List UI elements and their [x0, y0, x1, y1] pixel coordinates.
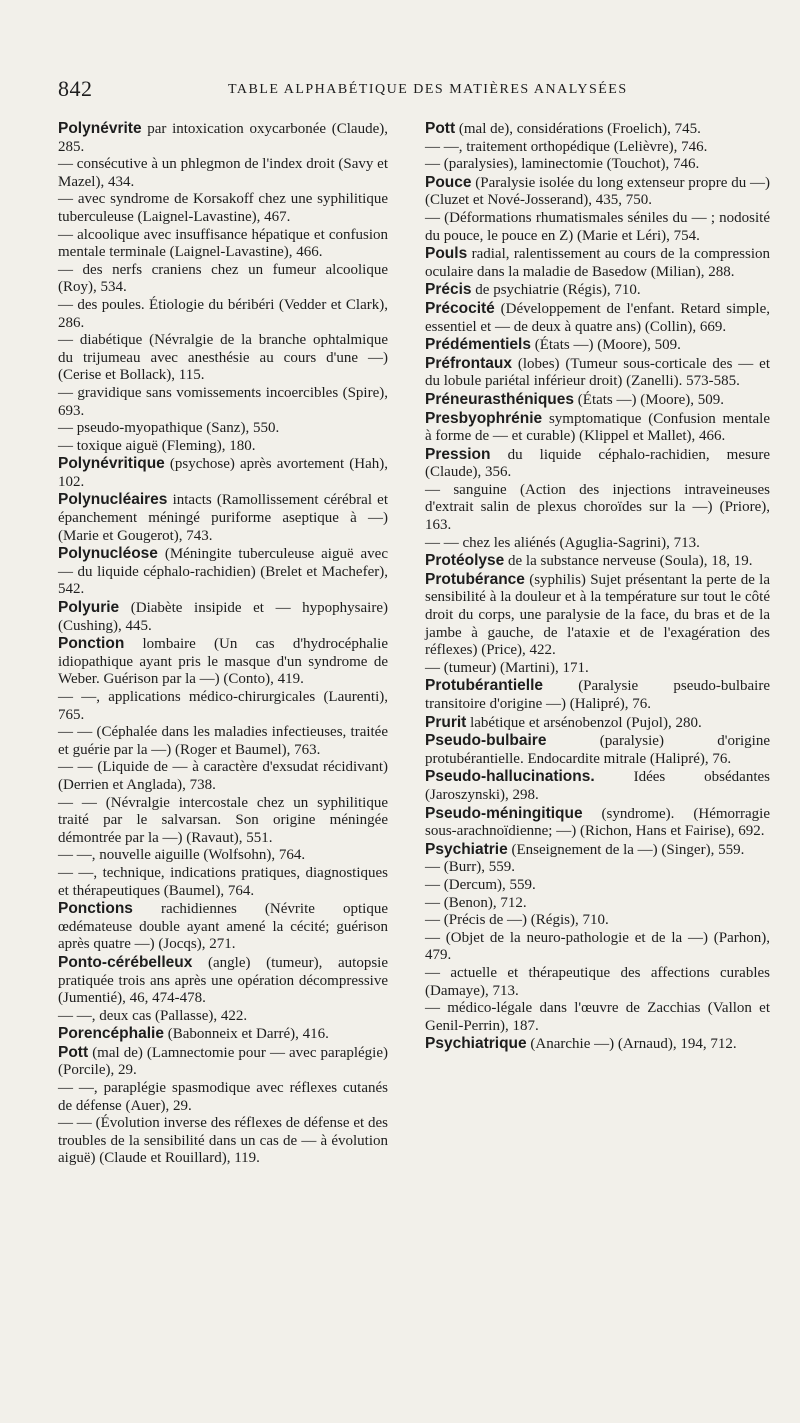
- entry-text: (États —) (Moore), 509.: [574, 391, 724, 408]
- index-entry: [58, 724, 388, 759]
- entry-headword: Polynucléose: [58, 545, 158, 563]
- entry-text: — —, applications médico-chirurgicales (Laurenti), 765.: [58, 689, 388, 723]
- entry-text: — —, paraplégie spasmodique avec réflexes cutanés de défense (Auer), 29.: [58, 1080, 388, 1114]
- entry-text: — —, deux cas (Pallasse), 422.: [58, 1007, 248, 1024]
- entry-text: labétique et arsénobenzol (Pujol), 280.: [466, 714, 702, 731]
- entry-text: (Paralysie isolée du long extenseur propre du —) (Cluzet et Nové-Josserand), 435, 750.: [425, 174, 770, 209]
- entry-text: — — chez les aliénés (Aguglia-Sagrini), 713.: [425, 534, 700, 551]
- entry-headword: Précocité: [425, 299, 495, 317]
- right-column: [425, 120, 770, 1054]
- entry-headword: Psychiatrique: [425, 1035, 527, 1053]
- entry-headword: Pouce: [425, 173, 472, 191]
- index-entry: [58, 262, 388, 297]
- entry-text: par intoxication oxycarbonée (Claude), 285.: [58, 121, 388, 155]
- page-header: [58, 76, 770, 106]
- entry-text: — (paralysies), laminectomie (Touchot), 746.: [425, 156, 700, 173]
- index-entry: [425, 245, 770, 281]
- index-entry: [425, 300, 770, 336]
- entry-headword: Préfrontaux: [425, 354, 512, 372]
- index-entry: [58, 1044, 388, 1080]
- index-entry: [58, 420, 388, 438]
- index-entry: [425, 156, 770, 174]
- index-entry: [58, 795, 388, 848]
- entry-text: — (Objet de la neuro-pathologie et de la —) (Parhon), 479.: [425, 929, 770, 964]
- index-entry: [425, 120, 770, 139]
- entry-text: — (tumeur) (Martini), 171.: [425, 659, 589, 676]
- index-entry: [58, 156, 388, 191]
- index-entry: [425, 281, 770, 300]
- entry-text: — des nerfs craniens chez un fumeur alcoolique (Roy), 534.: [58, 261, 388, 296]
- left-column: [58, 120, 388, 1168]
- index-entry: [425, 535, 770, 553]
- index-entry: [425, 895, 770, 913]
- index-entry: [58, 297, 388, 332]
- index-entry: [425, 965, 770, 1000]
- index-entry: [425, 139, 770, 157]
- entry-headword: Pseudo-méningitique: [425, 804, 583, 822]
- entry-text: (mal de), considérations (Froelich), 745.: [455, 121, 701, 137]
- index-entry: [425, 482, 770, 535]
- entry-text: — — (Évolution inverse des réflexes de défense et des troubles de la sensibilité dans un cas de — à évolution aiguë) (Claude et Rouillard), 119.: [58, 1115, 388, 1167]
- index-entry: [58, 191, 388, 226]
- index-entry: [58, 1025, 388, 1044]
- entry-headword: Ponction: [58, 635, 125, 653]
- index-entry: [425, 336, 770, 355]
- entry-headword: Protubérance: [425, 570, 525, 588]
- index-entry: [58, 1115, 388, 1168]
- index-entry: [58, 847, 388, 865]
- entry-headword: Ponctions: [58, 900, 133, 918]
- entry-text: (paralysie) d'origine protubérantielle. Endocardite mitrale (Halipré), 76.: [425, 733, 770, 767]
- index-entry: [58, 385, 388, 420]
- index-entry: [425, 930, 770, 965]
- entry-headword: Précis: [425, 281, 472, 299]
- entry-text: (Enseignement de la —) (Singer), 559.: [507, 841, 745, 858]
- index-entry: [58, 865, 388, 900]
- entry-text: intacts (Ramollissement cérébral et épanchement méningé puriforme aseptique à —) (Marie et Gougerot), 743.: [58, 492, 388, 544]
- entry-text: — actuelle et thérapeutique des affections curables (Damaye), 713.: [425, 964, 770, 999]
- index-entry: [58, 635, 388, 689]
- entry-text: (Diabète insipide et — hypophysaire) (Cushing), 445.: [58, 600, 388, 634]
- index-entry: [425, 859, 770, 877]
- entry-text: — (Burr), 559.: [425, 859, 515, 876]
- index-entry: [425, 210, 770, 245]
- entry-headword: Presbyophrénie: [425, 409, 543, 427]
- index-entry: [425, 841, 770, 860]
- page-number: 842: [58, 76, 93, 101]
- entry-text: de la substance nerveuse (Soula), 18, 19.: [504, 553, 753, 570]
- entry-headword: Prédémentiels: [425, 336, 531, 354]
- entry-text: (Babonneix et Darré), 416.: [163, 1026, 329, 1043]
- index-entry: [425, 660, 770, 678]
- entry-text: (Anarchie —) (Arnaud), 194, 712.: [526, 1036, 737, 1053]
- entry-headword: Polynucléaires: [58, 491, 168, 509]
- entry-text: — alcoolique avec insuffisance hépatique et confusion mentale terminale (Laignel-Lavastine), 466.: [58, 226, 388, 261]
- index-entry: [425, 446, 770, 482]
- entry-text: (Développement de l'enfant. Retard simple, essentiel et — de deux à quatre ans) (Collin), 669.: [425, 300, 770, 335]
- index-entry: [425, 1000, 770, 1035]
- entry-headword: Protubérantielle: [425, 677, 543, 695]
- index-entry: [425, 1035, 770, 1054]
- entry-headword: Polyurie: [58, 599, 120, 617]
- index-entry: [425, 877, 770, 895]
- entry-headword: Polynévrite: [58, 120, 142, 137]
- index-entry: [425, 768, 770, 804]
- index-entry: [58, 438, 388, 456]
- entry-text: — — (Névralgie intercostale chez un syphilitique traité par le salvarsan. Son origine méningée démontrée par la —) (Ravaut), 551.: [58, 794, 388, 846]
- entry-headword: Protéolyse: [425, 552, 505, 570]
- index-entry: [425, 912, 770, 930]
- entry-text: (Paralysie pseudo-bulbaire transitoire d'origine —) (Halipré), 76.: [425, 678, 770, 712]
- entry-headword: Pseudo-hallucinations.: [425, 768, 595, 786]
- entry-text: (lobes) (Tumeur sous-corticale des — et du lobule pariétal inférieur droit) (Zanelli). 573-585.: [425, 355, 770, 390]
- entry-text: rachidiennes (Névrite optique œdémateuse double ayant amené la cécité; guérison après quatre —) (Jocqs), 271.: [58, 901, 388, 953]
- entry-text: — toxique aiguë (Fleming), 180.: [58, 437, 256, 454]
- entry-text: radial, ralentissement au cours de la compression oculaire dans la maladie de Basedow (Milian), 288.: [425, 246, 770, 280]
- entry-text: du liquide céphalo-rachidien, mesure (Claude), 356.: [425, 446, 770, 481]
- entry-text: — des poules. Étiologie du béribéri (Vedder et Clark), 286.: [58, 296, 388, 331]
- entry-headword: Ponto-cérébelleux: [58, 953, 193, 971]
- entry-text: (syphilis) Sujet présentant la perte de la sensibilité à la douleur et à la température sur tout le côté droit du corps, une paralysie de la face, du bras et de la jambe à gauche, de l'ataxie et de l'exagération des réflexes) (Price), 422.: [425, 571, 770, 659]
- entry-text: — (Déformations rhumatismales séniles du — ; nodosité du pouce, le pouce en Z) (Marie et Léri), 754.: [425, 209, 770, 244]
- entry-headword: Psychiatrie: [425, 840, 508, 858]
- index-entry: [425, 174, 770, 210]
- entry-headword: Porencéphalie: [58, 1025, 164, 1043]
- index-entry: [58, 332, 388, 385]
- index-entry: [425, 805, 770, 841]
- entry-text: — pseudo-myopathique (Sanz), 550.: [58, 420, 280, 437]
- entry-headword: Pott: [58, 1043, 89, 1061]
- entry-text: — — (Céphalée dans les maladies infectieuses, traitée et guérie par la —) (Roger et Baumel), 763.: [58, 724, 388, 758]
- entry-headword: Polynévritique: [58, 455, 165, 473]
- index-entry: [58, 120, 388, 156]
- index-entry: [425, 571, 770, 660]
- index-entry: [58, 1008, 388, 1026]
- index-entry: [58, 227, 388, 262]
- entry-text: — avec syndrome de Korsakoff chez une syphilitique tuberculeuse (Laignel-Lavastine), 467.: [58, 191, 388, 225]
- index-entry: [425, 714, 770, 733]
- index-entry: [58, 491, 388, 545]
- entry-text: — — (Liquide de — à caractère d'exsudat récidivant) (Derrien et Anglada), 738.: [58, 759, 388, 793]
- entry-text: (Méningite tuberculeuse aiguë avec — du liquide céphalo-rachidien) (Brelet et Machefer), 542.: [58, 546, 388, 598]
- entry-text: (syndrome). (Hémorragie sous-arachnoïdienne; —) (Richon, Hans et Fairise), 692.: [425, 805, 770, 840]
- entry-text: (mal de) (Lamnectomie pour — avec paraplégie) (Porcile), 29.: [58, 1044, 388, 1079]
- entry-text: — —, traitement orthopédique (Lelièvre), 746.: [425, 138, 708, 155]
- entry-text: — consécutive à un phlegmon de l'index droit (Savy et Mazel), 434.: [58, 156, 388, 190]
- index-entry: [425, 677, 770, 713]
- entry-headword: Pression: [425, 445, 491, 463]
- index-entry: [425, 732, 770, 768]
- entry-text: — sanguine (Action des injections intraveineuses d'extrait salin de plexus choroïdes sur la —) (Priore), 163.: [425, 481, 770, 534]
- index-entry: [58, 759, 388, 794]
- entry-text: — gravidique sans vomissements incoercibles (Spire), 693.: [58, 384, 388, 419]
- entry-text: symptomatique (Confusion mentale à forme de — et curable) (Klippel et Mallet), 466.: [425, 410, 770, 445]
- index-entry: [425, 552, 770, 571]
- entry-text: — diabétique (Névralgie de la branche ophtalmique du trijumeau avec anesthésie au cours d'une —) (Cerise et Bollack), 115.: [58, 332, 388, 384]
- index-entry: [58, 545, 388, 599]
- running-title: TABLE ALPHABÉTIQUE DES MATIÈRES ANALYSÉES: [228, 82, 628, 97]
- entry-text: de psychiatrie (Régis), 710.: [471, 282, 641, 299]
- index-entry: [58, 689, 388, 724]
- entry-text: lombaire (Un cas d'hydrocéphalie idiopathique ayant pris le masque d'un syndrome de Weber. Guérison par la —) (Conto), 419.: [58, 636, 388, 688]
- entry-text: (États —) (Moore), 509.: [530, 337, 681, 354]
- entry-text: — médico-légale dans l'œuvre de Zacchias (Vallon et Genil-Perrin), 187.: [425, 1000, 770, 1034]
- entry-text: — —, nouvelle aiguille (Wolfsohn), 764.: [58, 847, 306, 864]
- index-entry: [58, 599, 388, 635]
- index-entry: [58, 1080, 388, 1115]
- entry-headword: Prurit: [425, 713, 467, 731]
- index-entry: [58, 954, 388, 1008]
- entry-text: — (Dercum), 559.: [425, 876, 536, 893]
- entry-headword: Pott: [425, 120, 456, 137]
- entry-headword: Pouls: [425, 245, 468, 263]
- index-entry: [58, 900, 388, 954]
- entry-text: — (Benon), 712.: [425, 894, 527, 911]
- entry-text: — (Précis de —) (Régis), 710.: [425, 912, 609, 929]
- index-entry: [425, 410, 770, 446]
- entry-text: — —, technique, indications pratiques, diagnostiques et thérapeutiques (Baumel), 764.: [58, 864, 388, 899]
- entry-text: (psychose) après avortement (Hah), 102.: [58, 456, 388, 490]
- index-entry: [425, 391, 770, 410]
- index-entry: [58, 455, 388, 491]
- entry-text: (angle) (tumeur), autopsie pratiquée trois ans après une opération décompressive (Jumentié), 46, 474-478.: [58, 954, 388, 1007]
- index-entry: [425, 355, 770, 391]
- entry-text: Idées obsédantes (Jaroszynski), 298.: [425, 769, 770, 803]
- entry-headword: Pseudo-bulbaire: [425, 732, 547, 750]
- entry-headword: Préneurasthéniques: [425, 390, 575, 408]
